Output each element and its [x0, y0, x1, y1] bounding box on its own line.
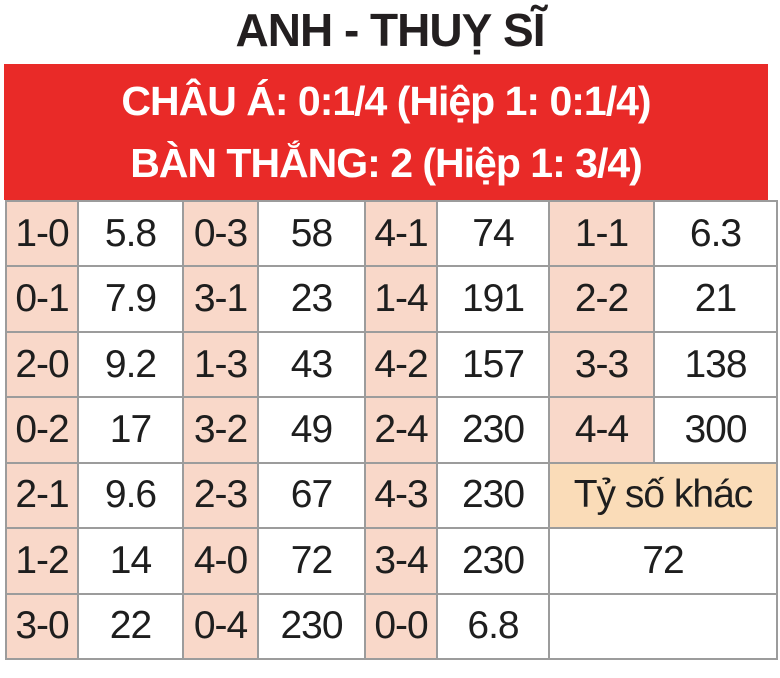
- handicap-banner: [4, 64, 768, 200]
- score-cell: 0-3: [183, 201, 258, 266]
- score-cell: 1-3: [183, 332, 258, 397]
- score-cell: 3-2: [183, 397, 258, 462]
- score-cell: 1-4: [365, 266, 437, 331]
- table-row: [6, 266, 777, 331]
- odds-cell: 230: [437, 463, 549, 528]
- odds-cell: 157: [437, 332, 549, 397]
- table-row: [6, 201, 777, 266]
- empty-cell: [549, 594, 777, 659]
- table-row: [6, 463, 777, 528]
- score-cell: 1-2: [6, 528, 78, 593]
- odds-cell: 5.8: [78, 201, 183, 266]
- asian-handicap-line: CHÂU Á: 0:1/4 (Hiệp 1: 0:1/4): [121, 78, 651, 124]
- odds-cell: 9.6: [78, 463, 183, 528]
- odds-cell: 230: [437, 397, 549, 462]
- odds-cell: 58: [258, 201, 365, 266]
- score-cell: 2-2: [549, 266, 654, 331]
- odds-cell: 230: [258, 594, 365, 659]
- odds-cell: 300: [654, 397, 777, 462]
- score-cell: 0-1: [6, 266, 78, 331]
- score-cell: 0-0: [365, 594, 437, 659]
- score-cell: 3-0: [6, 594, 78, 659]
- odds-cell: 49: [258, 397, 365, 462]
- score-cell: 1-1: [549, 201, 654, 266]
- score-cell: 4-2: [365, 332, 437, 397]
- score-cell: 3-4: [365, 528, 437, 593]
- odds-cell: 191: [437, 266, 549, 331]
- odds-cell: 43: [258, 332, 365, 397]
- table-row: [6, 397, 777, 462]
- odds-cell: 67: [258, 463, 365, 528]
- score-cell: 3-1: [183, 266, 258, 331]
- score-cell: 0-2: [6, 397, 78, 462]
- score-cell: 1-0: [6, 201, 78, 266]
- odds-cell: 17: [78, 397, 183, 462]
- score-odds-table: [5, 200, 778, 660]
- table-row: [6, 332, 777, 397]
- score-cell: 4-1: [365, 201, 437, 266]
- odds-cell: 22: [78, 594, 183, 659]
- score-cell: 4-3: [365, 463, 437, 528]
- table-row: [6, 594, 777, 659]
- score-cell: 2-3: [183, 463, 258, 528]
- other-score-label-cell: Tỷ số khác: [549, 463, 777, 528]
- odds-cell: 21: [654, 266, 777, 331]
- odds-cell: 7.9: [78, 266, 183, 331]
- score-cell: 2-4: [365, 397, 437, 462]
- score-cell: 3-3: [549, 332, 654, 397]
- odds-cell: 14: [78, 528, 183, 593]
- odds-cell: 9.2: [78, 332, 183, 397]
- odds-cell: 74: [437, 201, 549, 266]
- goal-line: BÀN THẮNG: 2 (Hiệp 1: 3/4): [130, 140, 642, 186]
- match-title: ANH - THUỴ SĨ: [235, 4, 545, 56]
- odds-cell: 6.8: [437, 594, 549, 659]
- odds-cell: 72: [258, 528, 365, 593]
- odds-cell: 23: [258, 266, 365, 331]
- score-cell: 4-4: [549, 397, 654, 462]
- score-cell: 4-0: [183, 528, 258, 593]
- score-cell: 2-0: [6, 332, 78, 397]
- odds-cell: 138: [654, 332, 777, 397]
- score-cell: 0-4: [183, 594, 258, 659]
- table-row: [6, 528, 777, 593]
- other-score-odds-cell: 72: [549, 528, 777, 593]
- odds-cell: 230: [437, 528, 549, 593]
- odds-cell: 6.3: [654, 201, 777, 266]
- score-cell: 2-1: [6, 463, 78, 528]
